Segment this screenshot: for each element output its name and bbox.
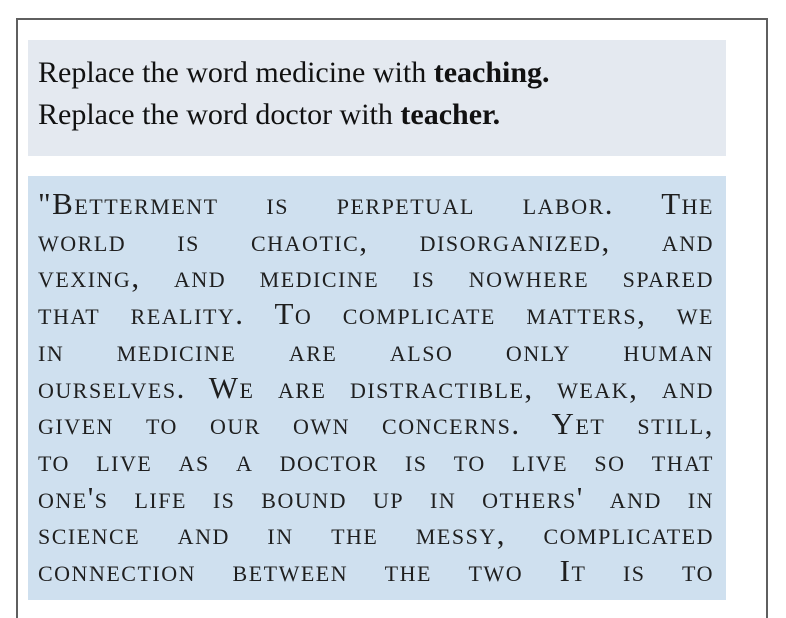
passage-line: science and in the messy, complicated — [38, 516, 714, 552]
instruction-1-replacement: teaching. — [433, 56, 550, 89]
passage-line: in medicine are also only human — [38, 332, 714, 368]
passage-line: to live as a doctor is to live so that — [38, 442, 714, 478]
passage-line: "Betterment is perpetual labor. The — [38, 186, 714, 221]
passage-line: that reality. To complicate matters, we — [38, 296, 714, 332]
instruction-2-replacement: teacher. — [400, 98, 501, 131]
quote-passage — [28, 176, 726, 600]
passage-line: world is chaotic, disorganized, and — [38, 222, 714, 258]
passage-line: vexing, and medicine is nowhere spared — [38, 259, 714, 295]
passage-line: ourselves. We are distractible, weak, and — [38, 369, 714, 405]
instruction-1-text: Replace the word medicine with — [38, 56, 434, 89]
instruction-line-2 — [38, 94, 716, 136]
instructions-panel — [28, 40, 726, 156]
passage-line: connection between the two It is to — [38, 553, 714, 589]
passage-line: one's life is bound up in others' and in — [38, 479, 714, 515]
instruction-2-text: Replace the word doctor with — [38, 98, 401, 131]
passage-line: given to our own concerns. Yet still, — [38, 406, 714, 442]
instruction-line-1 — [38, 52, 716, 94]
